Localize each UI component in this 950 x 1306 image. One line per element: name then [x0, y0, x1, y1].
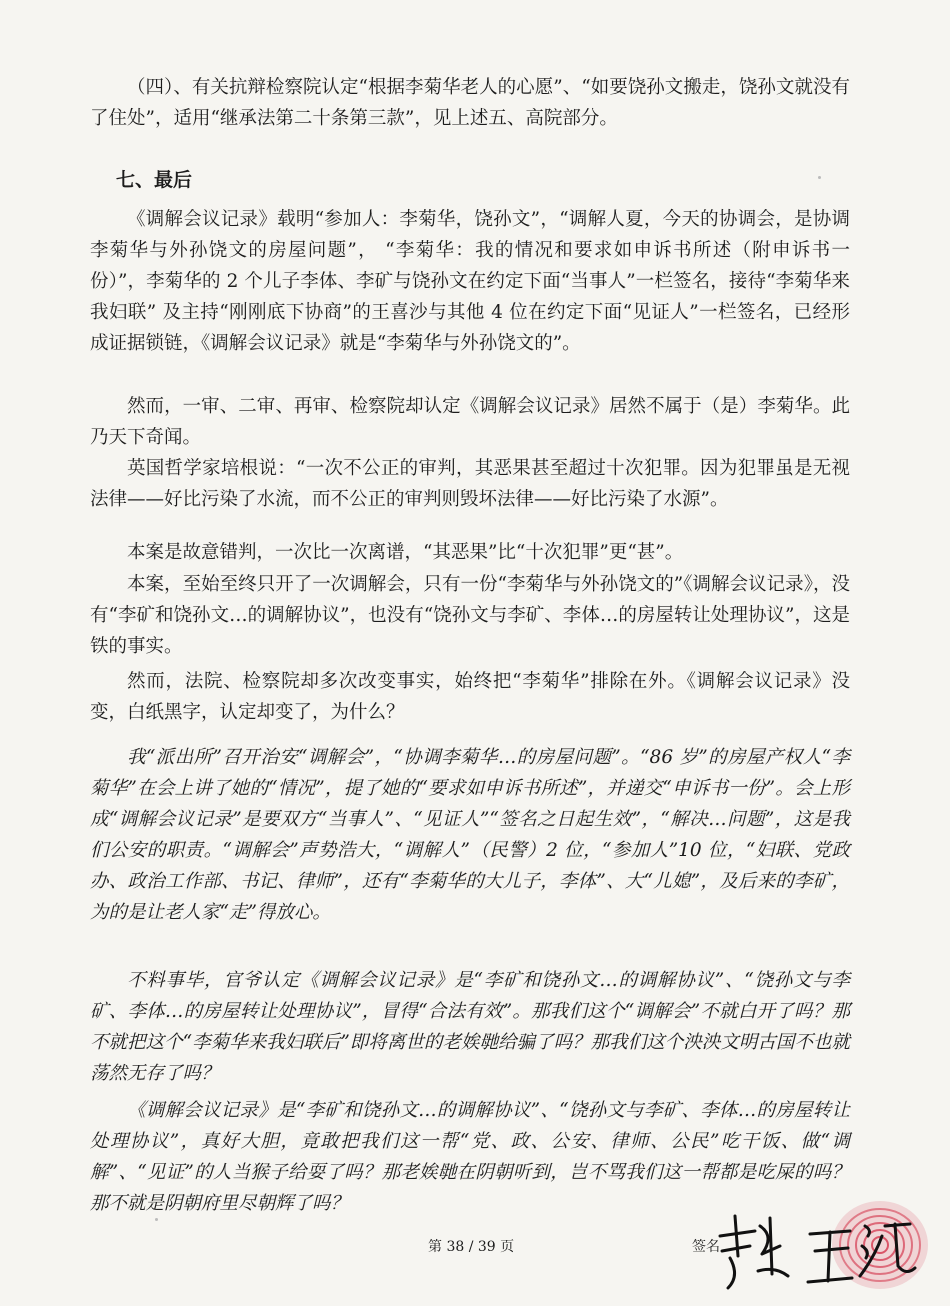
- paragraph-however-first: 然而，一审、二审、再审、检察院却认定《调解会议记录》居然不属于（是）李菊华。此乃天下奇闻。: [90, 396, 850, 448]
- signature-label: 签名: [692, 1239, 720, 1255]
- paragraph-case-deliberate: 本案是故意错判，一次比一次离谱，“其恶果”比“十次犯罪”更“甚”。: [127, 542, 684, 563]
- page-number: 第 38 / 39 页: [428, 1239, 515, 1255]
- paragraph-however-second: 然而，法院、检察院却多次改变事实，始终把“李菊华”排除在外。《调解会议记录》没变，白纸黑字，认定却变了，为什么？: [90, 671, 850, 723]
- paragraph-unexpected: 不料事毕，官爷认定《调解会议记录》是“李矿和饶孙文…的调解协议”、“饶孙文与李矿、李体…的房屋转让处理协议”，冒得“合法有效”。那我们这个“调解会”不就白开了吗？那不就把这个“李菊华来我妇联后”即将离世的老娭毑给骗了吗？那我们这个泱泱文明古国不也就荡然无存了吗？: [90, 970, 850, 1084]
- paper-speck: [818, 176, 821, 179]
- paragraph-section-four: （四）、有关抗辩检察院认定“根据李菊华老人的心愿”、“如要饶孙文搬走，饶孙文就没有了住处”，适用“继承法第二十条第三款”，见上述五、高院部分。: [90, 77, 850, 129]
- paragraph-case-single-meeting: 本案，至始至终只开了一次调解会，只有一份“李菊华与外孙饶文的”《调解会议记录》，没有“李矿和饶孙文…的调解协议”，也没有“饶孙文与李矿、李体…的房屋转让处理协议”，这是铁的事实。: [90, 574, 850, 657]
- paragraph-mediation-record: 《调解会议记录》载明“参加人：李菊华，饶孙文”，“调解人夏，今天的协调会，是协调李菊华与外孙饶文的房屋问题”， “李菊华：我的情况和要求如申诉书所述（附申诉书一份）”，李菊华的 2 个儿子李体、李矿与饶孙文在约定下面“当事人”一栏签名，接待“李菊华来我妇联” 及主持“刚刚底下协商”的王喜沙与其他 4 位在约定下面“见证人”一栏签名，已经形成证据锁链，《调解会议记录》就是“李菊华与外孙饶文的”。: [90, 209, 850, 354]
- section-heading-last: 七、最后: [116, 169, 193, 191]
- paragraph-bacon-quote: 英国哲学家培根说：“一次不公正的审判，其恶果甚至超过十次犯罪。因为犯罪虽是无视法律——好比污染了水流，而不公正的审判则毁坏法律——好比污染了水源”。: [90, 458, 850, 510]
- paragraph-police-statement: 我“派出所”召开治安“调解会”，“协调李菊华…的房屋问题”。“86 岁”的房屋产权人“李菊华”在会上讲了她的“情况”，提了她的“要求如申诉书所述”，并递交“申诉书一份”。会上形成“调解会议记录”是要双方“当事人”、“见证人”“签名之日起生效”，“解决…问题”，这是我们公安的职责。“调解会”声势浩大，“调解人”（民警）2 位，“参加人”10 位，“妇联、党政办、政治工作部、书记、律师”，还有“李菊华的大儿子，李体”、大“儿媳”，及后来的李矿，为的是让老人家“走”得放心。: [90, 747, 850, 923]
- paper-speck: [155, 1218, 158, 1221]
- paragraph-record-claim: 《调解会议记录》是“李矿和饶孙文…的调解协议”、“饶孙文与李矿、李体…的房屋转让处理协议”，真好大胆，竟敢把我们这一帮“党、政、公安、律师、公民”吃干饭、做“调解”、“见证”的人当猴子给耍了吗？那老娭毑在阴朝听到，岂不骂我们这一帮都是吃屎的吗？那不就是阴朝府里尽朝辉了吗？: [90, 1100, 850, 1214]
- handwritten-signature: [700, 1196, 920, 1296]
